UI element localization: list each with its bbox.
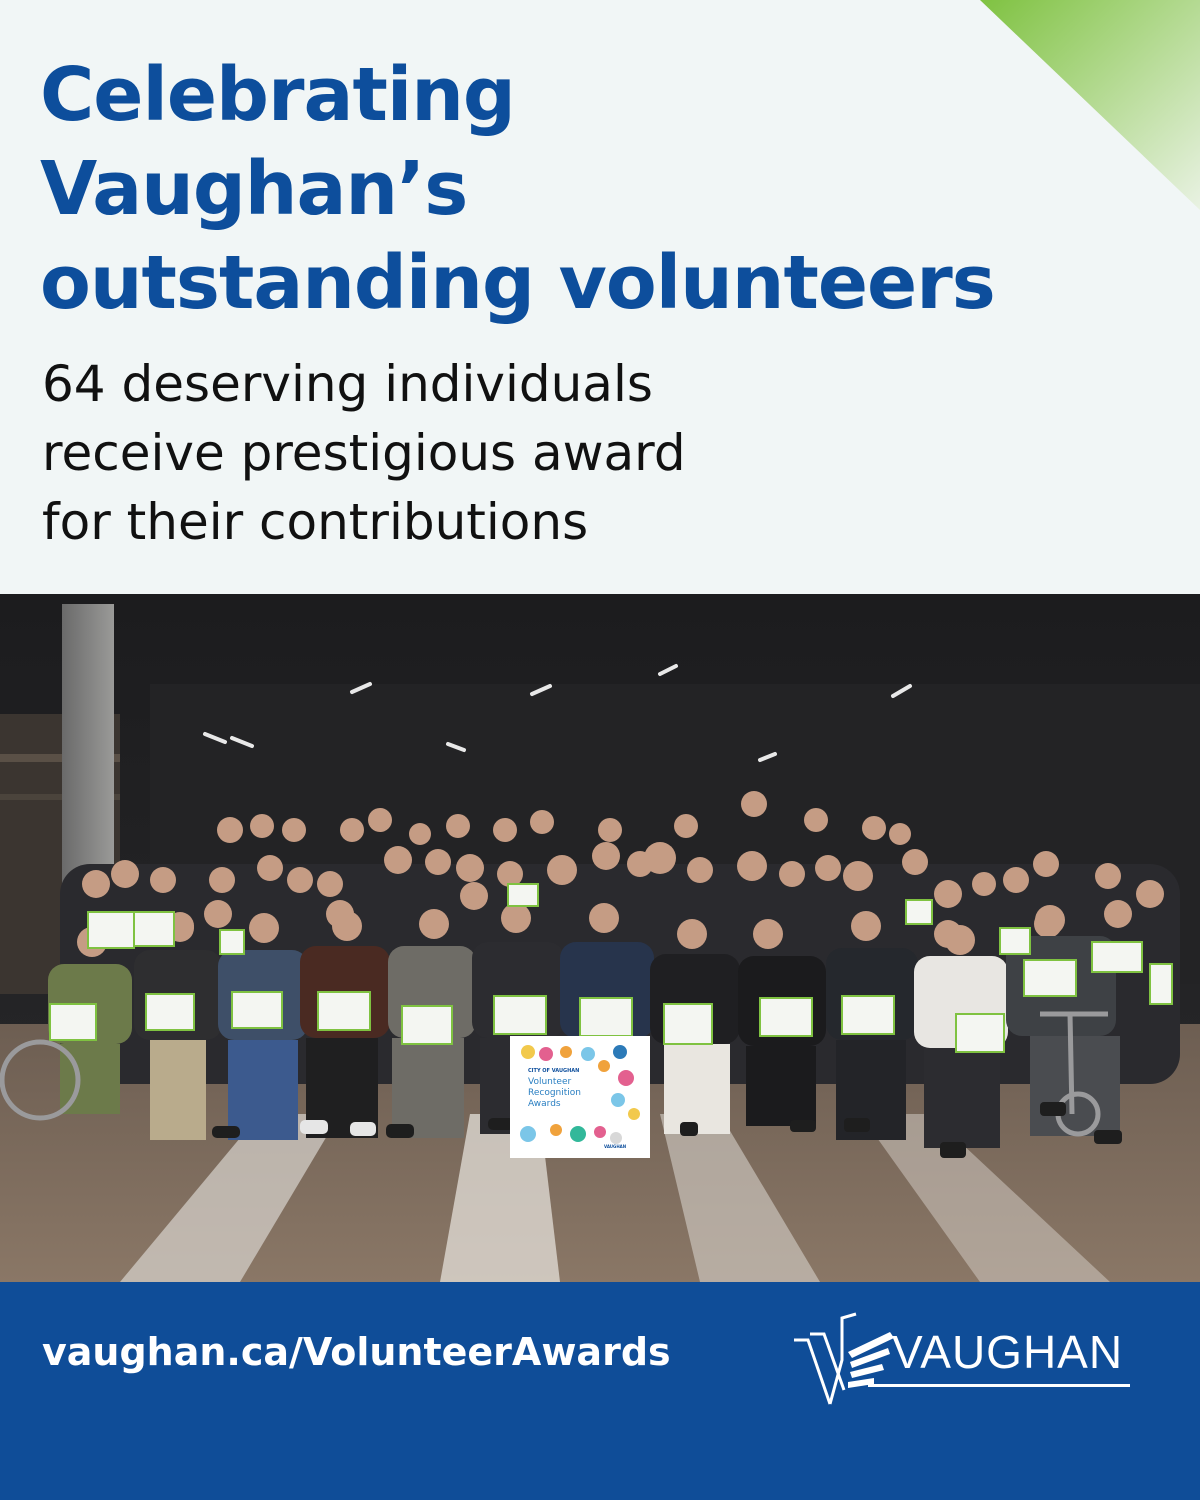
green-corner-accent	[980, 0, 1200, 210]
group-photo-illustration	[0, 594, 1200, 1282]
award-sign	[510, 1036, 650, 1158]
subheadline-line-1: 64 deserving individuals	[42, 355, 653, 413]
headline-line-2: Vaughan’s	[40, 146, 468, 232]
award-sign-brand: VAUGHAN	[604, 1144, 627, 1149]
headline	[40, 48, 995, 330]
vaughan-logo	[790, 1312, 1150, 1412]
vaughan-wordmark: VAUGHAN	[892, 1326, 1124, 1378]
footer-url-link[interactable]: vaughan.ca/VolunteerAwards	[42, 1330, 671, 1374]
subheadline-line-3: for their contributions	[42, 493, 589, 551]
subheadline-line-2: receive prestigious award	[42, 424, 686, 482]
header	[0, 0, 1200, 594]
award-sign-title-2: Recognition	[528, 1088, 581, 1098]
vaughan-wordmark-underline	[868, 1384, 1130, 1387]
group-photo	[0, 594, 1200, 1282]
headline-line-1: Celebrating	[40, 52, 515, 138]
award-sign-caption: CITY OF VAUGHAN	[528, 1068, 580, 1074]
award-sign-title-1: Volunteer	[528, 1077, 572, 1087]
subheadline	[42, 350, 686, 557]
headline-line-3: outstanding volunteers	[40, 240, 995, 326]
award-sign-title-3: Awards	[528, 1099, 561, 1109]
